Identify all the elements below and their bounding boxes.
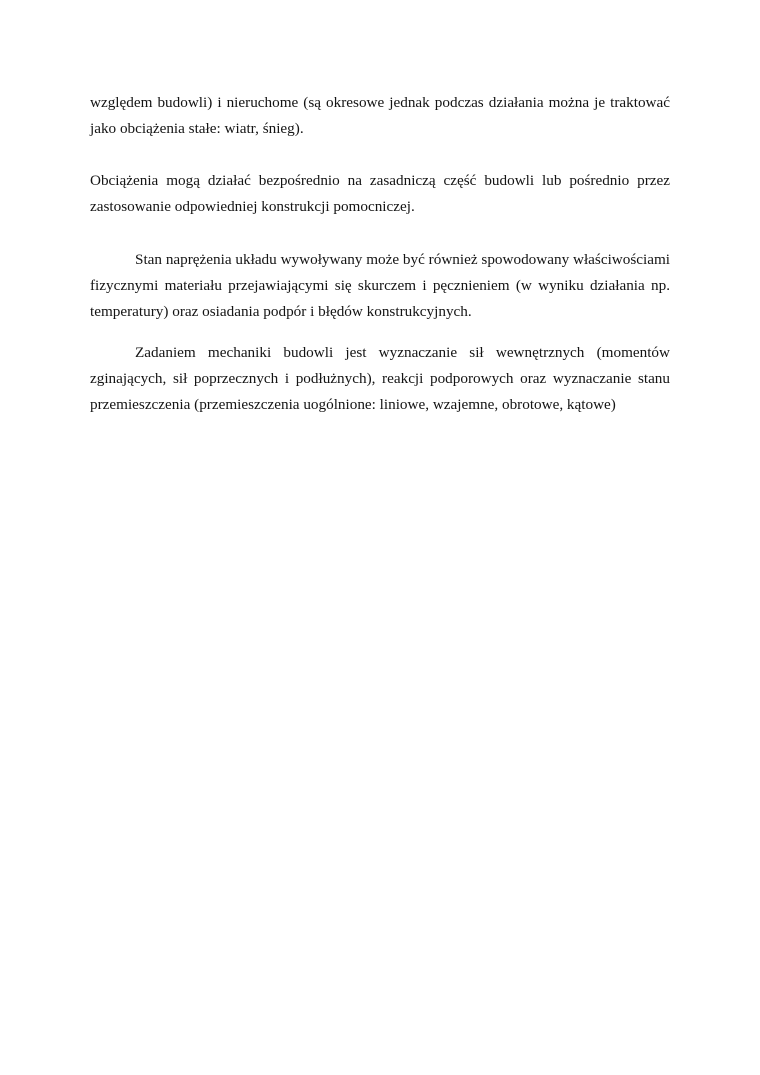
paragraph-continued-load-description: względem budowli) i nieruchome (są okresowe jednak podczas działania można je traktować jako obciążenia stałe: wiatr, śnieg). — [90, 94, 670, 137]
paragraph-mechanics-task: Zadaniem mechaniki budowli jest wyznaczanie sił wewnętrznych (momentów zginających, sił poprzecznych i podłużnych), reakcji podporowych oraz wyznaczanie stanu przemieszczenia (przemieszczenia uogólnione: liniowe, wzajemne, obrotowe, kątowe) — [90, 344, 670, 413]
paragraph-load-application: Obciążenia mogą działać bezpośrednio na zasadniczą część budowli lub pośrednio przez zastosowanie odpowiedniej konstrukcji pomocniczej. — [90, 172, 670, 215]
document-body — [90, 90, 670, 418]
paragraph-stress-state: Stan naprężenia układu wywoływany może być również spowodowany właściwościami fizycznymi materiału przejawiającymi się skurczem i pęcznieniem (w wyniku działania np. temperatury) oraz osiadania podpór i błędów konstrukcyjnych. — [90, 251, 670, 320]
